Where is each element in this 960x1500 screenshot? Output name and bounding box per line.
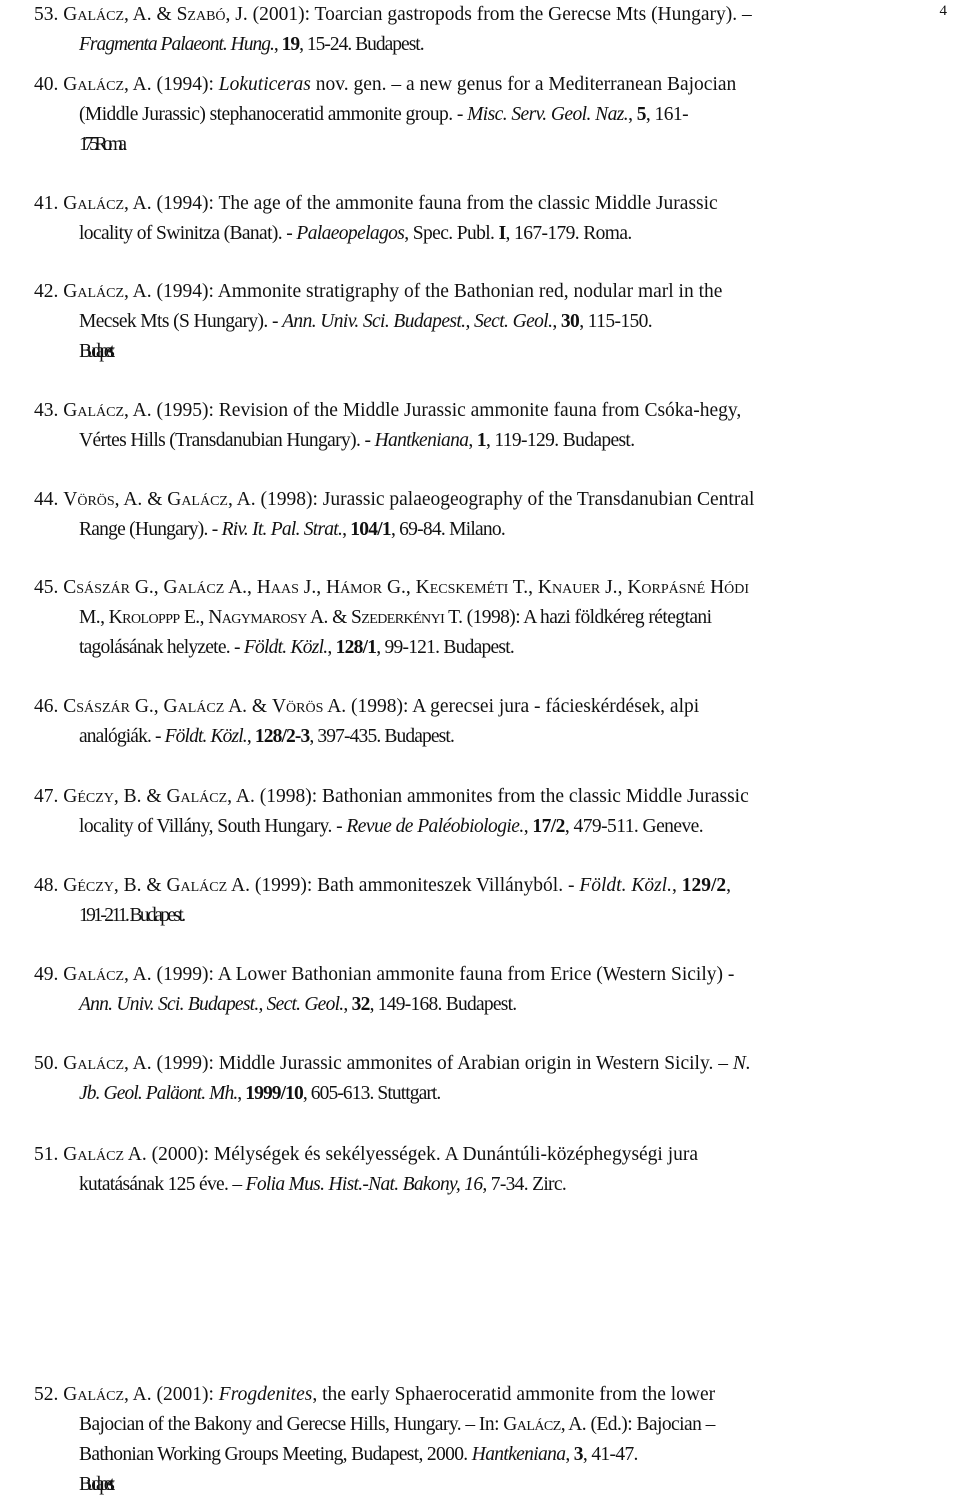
text-run: , [316, 577, 326, 598]
author-name: Galácz, A. [63, 964, 152, 985]
reference-entry [34, 960, 948, 1020]
reference-line [34, 633, 948, 663]
text-run: , [528, 577, 538, 598]
reference-line [34, 1440, 948, 1470]
reference-line [34, 1049, 948, 1079]
reference-entry [34, 485, 948, 545]
text-run: locality of Swinitza (Banat). - [79, 223, 297, 244]
text-run: (2001): [151, 1384, 219, 1405]
page-number: 4 [939, 3, 947, 19]
italic-text: Ann. Univ. Sci. Budapest., Sect. Geol. [282, 311, 553, 332]
reference-line [34, 515, 948, 545]
text-run: 40. [34, 74, 64, 95]
reference-line [34, 692, 948, 722]
author-name: Császár G. [63, 696, 154, 717]
text-run: 43. [34, 400, 64, 421]
volume-number: 19 [281, 34, 300, 55]
text-run: (2001): Toarcian gastropods from the Gerecse Mts (Hungary). – [247, 4, 752, 25]
reference-line [34, 396, 948, 426]
text-run: M., [79, 607, 109, 628]
volume-number: 129/2 [681, 875, 727, 896]
text-run: , 99-121. Budapest. [376, 637, 515, 658]
author-name: Galácz, A. [63, 74, 152, 95]
reference-entry [34, 692, 948, 752]
text-run: , [671, 875, 682, 896]
reference-entry [34, 1380, 948, 1500]
italic-text: Frogdenites [218, 1384, 313, 1405]
text-run: 51. [34, 1144, 64, 1165]
text-run: Range (Hungary). - [79, 519, 222, 540]
italic-text: Jb. Geol. Paläont. Mh. [79, 1083, 238, 1104]
text-run: 175. Roma. [79, 134, 123, 155]
text-run: , [342, 519, 351, 540]
text-run: 42. [34, 281, 64, 302]
reference-line [34, 990, 948, 1020]
reference-line [34, 130, 948, 160]
reference-line [34, 1470, 948, 1500]
text-run: (1998): Bathonian ammonites from the classic Middle Jurassic [254, 786, 749, 807]
author-name: Géczy, B. [63, 786, 142, 807]
text-run: & [247, 696, 272, 717]
author-name: Galácz, A. [166, 786, 255, 807]
text-run: 191-211. Budapest. [79, 905, 184, 926]
italic-text: Misc. Serv. Geol. Naz. [467, 104, 629, 125]
author-name: Galácz, A. [63, 1053, 152, 1074]
text-run: (Middle Jurassic) stephanoceratid ammonite group. - [79, 104, 468, 125]
text-run: (1995): Revision of the Middle Jurassic ammonite fauna from Csóka-hegy, [151, 400, 742, 421]
author-name: Galácz, A. [63, 400, 152, 421]
volume-number: 3 [573, 1444, 583, 1465]
author-name: Knauer J. [537, 577, 618, 598]
text-run: 44. [34, 489, 64, 510]
text-run: , [343, 994, 352, 1015]
italic-text: Földt. Közl. [579, 875, 672, 896]
text-run: , [327, 637, 336, 658]
author-name: Haas J. [256, 577, 317, 598]
author-name: Galácz A. [163, 696, 248, 717]
text-run: nov. gen. – a new genus for a Mediterranean Bajocian [310, 74, 737, 95]
author-name: Galácz A. [63, 1144, 147, 1165]
italic-text: Revue de Paléobiologie. [346, 816, 524, 837]
text-run: 52. [34, 1384, 64, 1405]
text-run: & [141, 786, 167, 807]
text-run: 46. [34, 696, 64, 717]
author-name: Szederkényi T. [351, 607, 463, 628]
reference-line [34, 337, 948, 367]
italic-text: Ann. Univ. Sci. Budapest., Sect. Geol. [79, 994, 344, 1015]
italic-text: Lokuticeras [218, 74, 311, 95]
italic-text: Földt. Közl. [164, 726, 247, 747]
text-run: Budapest. [79, 1474, 110, 1495]
reference-entry [34, 189, 948, 249]
text-run: , 119-129. Budapest. [485, 430, 635, 451]
italic-text: Folia Mus. Hist.-Nat. Bakony, 16, [245, 1174, 487, 1195]
text-run: , [199, 607, 209, 628]
volume-number: 32 [351, 994, 370, 1015]
reference-entry [34, 70, 948, 160]
author-name: Galácz, A. [167, 489, 256, 510]
text-run: (1994): Ammonite stratigraphy of the Bathonian red, nodular marl in the [151, 281, 723, 302]
author-name: Korpásné Hódi [627, 577, 750, 598]
text-run: Budapest. [79, 341, 110, 362]
text-run: , [153, 696, 164, 717]
volume-number: I [498, 223, 506, 244]
text-run: , [617, 577, 628, 598]
text-run: (1994): The age of the ammonite fauna from the classic Middle Jurassic [151, 193, 718, 214]
reference-line [34, 722, 948, 752]
text-run: & [151, 4, 177, 25]
volume-number: 104/1 [350, 519, 391, 540]
reference-line [34, 812, 948, 842]
text-run: , [247, 577, 257, 598]
text-run: (1998): A hazi földkéreg rétegtani [462, 607, 712, 628]
reference-line [34, 277, 948, 307]
italic-text: Fragmenta Palaeont. Hung. [79, 34, 274, 55]
reference-entry [34, 1140, 948, 1200]
author-name: Kecskeméti T. [415, 577, 529, 598]
text-run: analógiák. - [79, 726, 165, 747]
author-name: Galácz, A. [503, 1414, 587, 1435]
text-run: Bajocian of the Bakony and Gerecse Hills, Hungary. – In: [79, 1414, 504, 1435]
reference-line [34, 426, 948, 456]
text-run: locality of Villány, South Hungary. - [79, 816, 347, 837]
author-name: Császár G. [63, 577, 154, 598]
text-run: , [153, 577, 164, 598]
author-name: Géczy, B. [63, 875, 142, 896]
author-name: Vörös, A. [63, 489, 143, 510]
text-run: 7-34. Zirc. [486, 1174, 567, 1195]
reference-entry [34, 871, 948, 931]
text-run: (Ed.): Bajocian – [586, 1414, 715, 1435]
volume-number: 128/1 [335, 637, 377, 658]
reference-line [34, 1079, 948, 1109]
reference-line [34, 307, 948, 337]
text-run: , [237, 1083, 246, 1104]
italic-text: Hantkeniana [471, 1444, 566, 1465]
volume-number: 30 [560, 311, 580, 332]
text-run: tagolásának helyzete. - [79, 637, 244, 658]
reference-line [34, 573, 948, 603]
text-run: (1998): Jurassic palaeogeography of the Transdanubian Central [255, 489, 755, 510]
text-run: , [246, 726, 255, 747]
text-run: , [552, 311, 561, 332]
text-run: 53. [34, 4, 64, 25]
text-run: & [327, 607, 352, 628]
text-run: , [405, 577, 416, 598]
italic-text: N. [732, 1053, 751, 1074]
text-run: (1999): Bath ammoniteszek Villányból. - [249, 875, 580, 896]
italic-text: Földt. Közl. [243, 637, 328, 658]
text-run: & [141, 875, 167, 896]
reference-line [34, 871, 948, 901]
reference-line [34, 782, 948, 812]
reference-line [34, 100, 948, 130]
reference-entry [34, 782, 948, 842]
text-run: , 397-435. Budapest. [309, 726, 454, 747]
author-name: Vörös A. [271, 696, 347, 717]
volume-number: 17/2 [532, 816, 565, 837]
text-run: , 161- [645, 104, 689, 125]
text-run: (1994): [151, 74, 219, 95]
reference-line [34, 485, 948, 515]
text-run: , 115-150. [579, 311, 653, 332]
reference-line [34, 1410, 948, 1440]
text-run: , 15-24. Budapest. [299, 34, 424, 55]
reference-entry [34, 573, 948, 663]
reference-line [34, 1140, 948, 1170]
reference-line [34, 0, 948, 30]
text-run: , 479-511. Geneve. [564, 816, 704, 837]
text-run: , 167-179. Roma. [505, 223, 632, 244]
author-name: Galácz A. [163, 577, 248, 598]
text-run: , Spec. Publ. [404, 223, 499, 244]
text-run: Bathonian Working Groups Meeting, Budapest, 2000. [79, 1444, 472, 1465]
text-run: (1999): Middle Jurassic ammonites of Arabian origin in Western Sicily. – [151, 1053, 733, 1074]
italic-text: Hantkeniana [374, 430, 469, 451]
author-name: Galácz, A. [63, 1384, 152, 1405]
text-run: , [468, 430, 477, 451]
author-name: Hámor G. [325, 577, 406, 598]
author-name: Galácz, A. [63, 281, 152, 302]
text-run: , [628, 104, 637, 125]
reference-entry [34, 277, 948, 367]
reference-entry [34, 0, 948, 60]
author-name: Galácz, A. [63, 4, 152, 25]
text-run: 48. [34, 875, 64, 896]
text-run: 45. [34, 577, 64, 598]
italic-text: Palaeopelagos [296, 223, 405, 244]
text-run: , the early Sphaeroceratid ammonite from the lower [312, 1384, 716, 1405]
text-run: , 41-47. [582, 1444, 638, 1465]
author-name: Galácz, A. [63, 193, 152, 214]
text-run: Vértes Hills (Transdanubian Hungary). - [79, 430, 375, 451]
text-run: Mecsek Mts (S Hungary). - [79, 311, 283, 332]
text-run: (2000): Mélységek és sekélyességek. A Dunántúli-középhegységi jura [146, 1144, 699, 1165]
reference-line [34, 1170, 948, 1200]
text-run: 41. [34, 193, 64, 214]
reference-line [34, 1380, 948, 1410]
text-run: , [273, 34, 282, 55]
author-name: Kroloppp E. [108, 607, 200, 628]
text-run: 47. [34, 786, 64, 807]
text-run: 49. [34, 964, 64, 985]
reference-entry [34, 396, 948, 456]
reference-line [34, 603, 948, 633]
text-run: , [565, 1444, 574, 1465]
text-run: , [523, 816, 533, 837]
reference-line [34, 189, 948, 219]
author-name: Galácz A. [166, 875, 250, 896]
text-run: & [142, 489, 168, 510]
italic-text: Riv. It. Pal. Strat. [221, 519, 343, 540]
volume-number: 1 [476, 430, 486, 451]
author-name: Nagymarosy A. [208, 607, 328, 628]
text-run: 50. [34, 1053, 64, 1074]
text-run: , 149-168. Budapest. [369, 994, 517, 1015]
reference-line [34, 30, 948, 60]
reference-line [34, 219, 948, 249]
text-run: (1999): A Lower Bathonian ammonite fauna from Erice (Western Sicily) - [151, 964, 735, 985]
author-name: Szabó, J. [176, 4, 248, 25]
text-run: , [726, 875, 732, 896]
volume-number: 5 [636, 104, 646, 125]
reference-line [34, 960, 948, 990]
text-run: (1998): A gerecsei jura - fácieskérdések, alpi [346, 696, 700, 717]
reference-line [34, 901, 948, 931]
text-run: , 69-84. Milano. [390, 519, 506, 540]
text-run: , 605-613. Stuttgart. [302, 1083, 441, 1104]
reference-line [34, 70, 948, 100]
reference-entry [34, 1049, 948, 1109]
volume-number: 128/2-3 [254, 726, 310, 747]
text-run: kutatásának 125 éve. – [79, 1174, 246, 1195]
volume-number: 1999/10 [245, 1083, 303, 1104]
